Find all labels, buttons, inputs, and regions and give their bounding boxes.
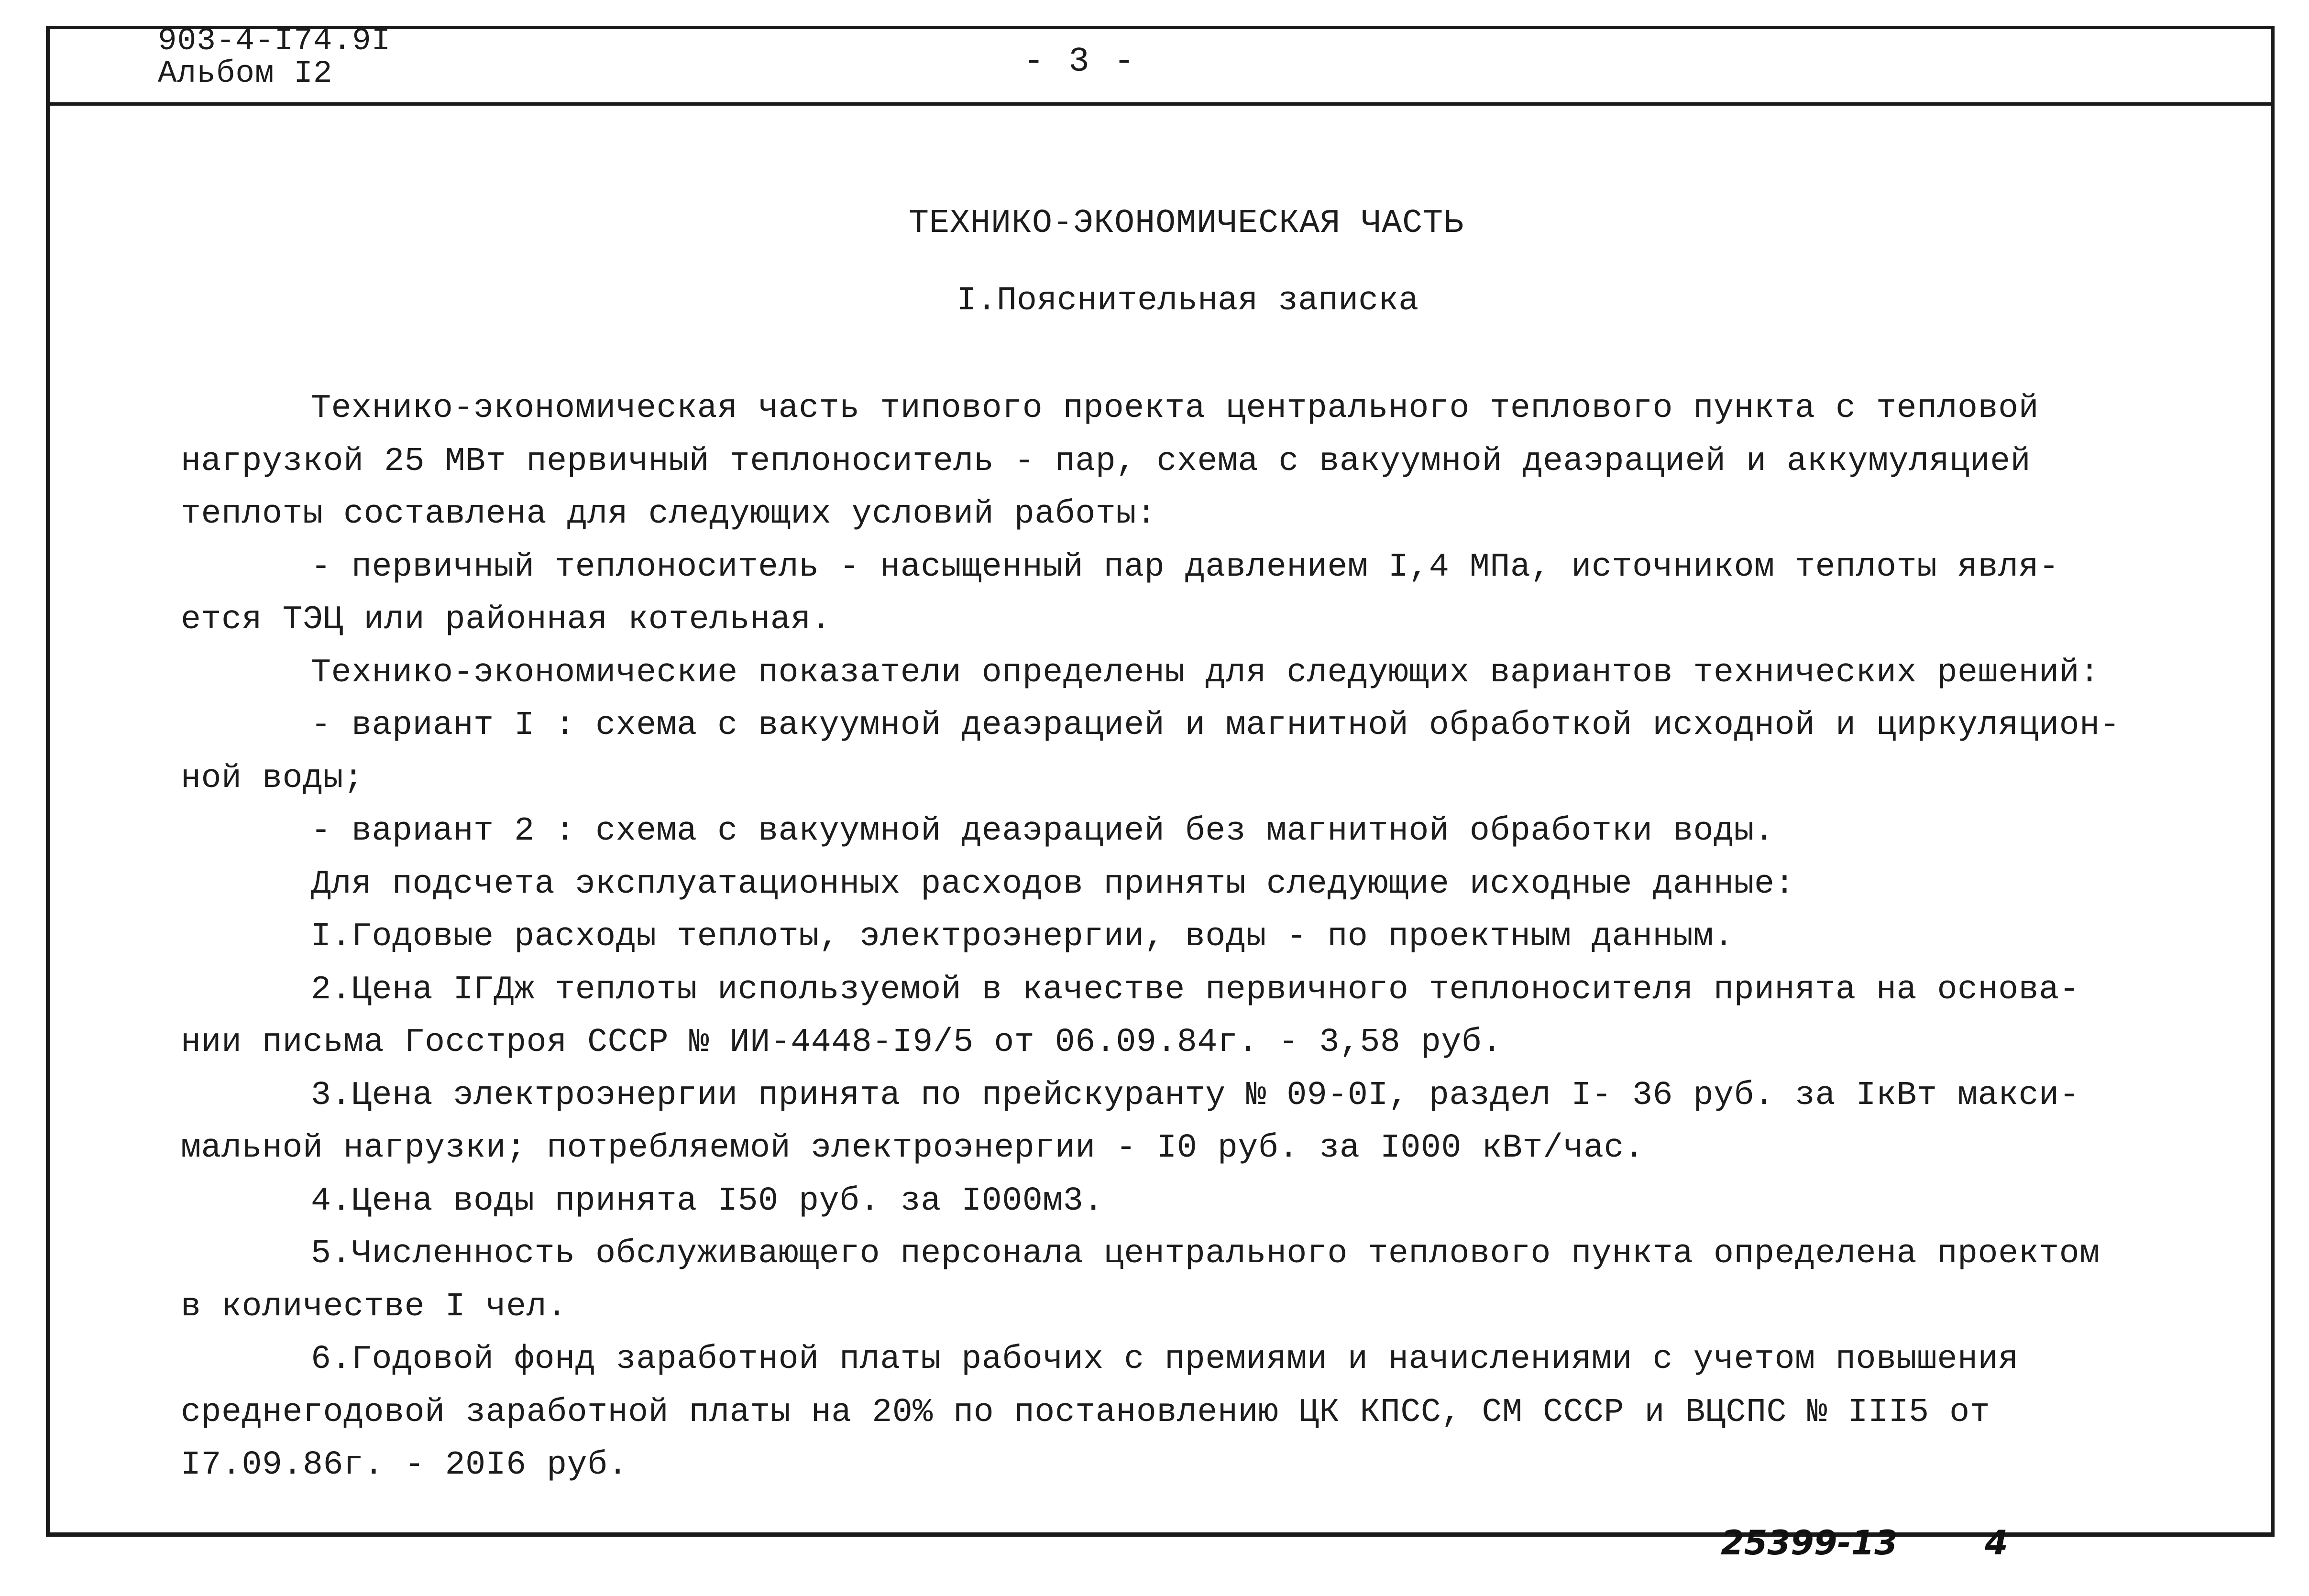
text-line: 6.Годовой фонд заработной платы рабочих с премиями и начислениями с учетом повышения [311, 1341, 2019, 1378]
section-title: ТЕХНИКО-ЭКОНОМИЧЕСКАЯ ЧАСТЬ [909, 205, 1464, 242]
document-code-line1: 903-4-I74.9I [158, 23, 391, 59]
text-line: среднегодовой заработной платы на 20% по постановлению ЦК КПСС, СМ СССР и ВЦСПС № III5 от [181, 1393, 1990, 1432]
text-line: I7.09.86г. - 20I6 руб. [181, 1446, 628, 1484]
inventory-number: 25399-13 [1721, 1523, 1898, 1563]
text-line: - вариант 2 : схема с вакуумной деаэрацией без магнитной обработки воды. [311, 812, 1775, 850]
document-code [158, 25, 391, 90]
text-line: - вариант I : схема с вакуумной деаэрацией и магнитной обработкой исходной и циркуляцион- [311, 707, 2121, 744]
text-line: теплоты составлена для следующих условий работы: [181, 495, 1157, 533]
text-line: Для подсчета эксплуатационных расходов приняты следующие исходные данные: [311, 865, 1795, 903]
text-line: - первичный теплоноситель - насыщенный пар давлением I,4 МПа, источником теплоты явля- [311, 548, 2059, 586]
text-line: мальной нагрузки; потребляемой электроэнергии - I0 руб. за I000 кВт/час. [181, 1129, 1645, 1167]
section-subtitle: I.Пояснительная записка [957, 282, 1419, 320]
text-line: ется ТЭЦ или районная котельная. [181, 601, 832, 639]
body-text [181, 383, 2237, 1492]
text-line: ной воды; [181, 759, 364, 798]
text-line: Технико-экономические показатели определены для следующих вариантов технических решений: [311, 654, 2100, 692]
text-line: Технико-экономическая часть типового проекта центрального теплового пункта с тепловой [311, 390, 2039, 427]
text-line: в количестве I чел. [181, 1288, 567, 1326]
text-line: нагрузкой 25 МВт первичный теплоноситель - пар, схема с вакуумной деаэрацией и аккумуляцией [181, 442, 2031, 481]
text-line: I.Годовые расходы теплоты, электроэнергии, воды - по проектным данным. [311, 918, 1734, 956]
page-number: - 3 - [1023, 42, 1137, 81]
text-line: 5.Численность обслуживающего персонала центрального теплового пункта определена проектом [311, 1235, 2100, 1273]
album-label: Альбом I2 [158, 55, 333, 91]
text-line: 3.Цена электроэнергии принята по прейскуранту № 09-0I, раздел I- 36 руб. за IкВт макси- [311, 1076, 2080, 1115]
text-line: 4.Цена воды принята I50 руб. за I000м3. [311, 1182, 1104, 1220]
sheet-number: 4 [1985, 1523, 2008, 1563]
text-line: 2.Цена IГДж теплоты используемой в качестве первичного теплоносителя принята на основа- [311, 971, 2080, 1009]
header-divider [50, 102, 2271, 106]
text-line: нии письма Госстроя СССР № ИИ-4448-I9/5 от 06.09.84г. - 3,58 руб. [181, 1024, 1502, 1061]
